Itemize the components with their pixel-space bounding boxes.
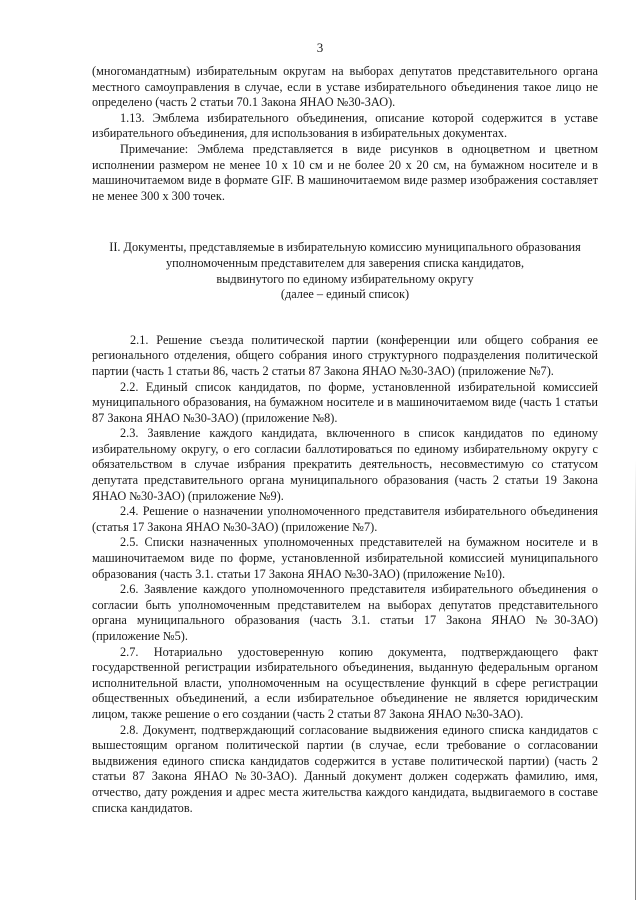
section-heading-line: выдвинутого по единому избирательному округу bbox=[216, 271, 474, 286]
section-heading-line: (далее – единый список) bbox=[280, 287, 410, 302]
intro-paragraph: Примечание: Эмблема представляется в виде рисунков в одноцветном и цветном исполнении размером не менее 10 x 10 см и не более 20 x 20 см, на бумажном носителе и в машиночитаемом виде в формате GIF. В машиночитаемом виде размер изображения составляет не менее 300 x 300 точек. bbox=[92, 141, 598, 203]
list-item: 2.4. Решение о назначении уполномоченного представителя избирательного объединения (статья 17 Закона ЯНАО №30-ЗАО) (приложение №7). bbox=[92, 504, 598, 534]
section-heading bbox=[92, 240, 598, 302]
intro-paragraph: 1.13. Эмблема избирательного объединения, описание которой содержится в уставе избирательного объединения, для использования в избирательных документах. bbox=[92, 110, 598, 141]
list-item: 2.8. Документ, подтверждающий согласование выдвижения единого списка кандидатов с вышестоящим органом политической партии (в случае, если требование о согласовании выдвижения единого списка кандидатов содержится в уставе политической партии) (часть 2 статьи 87 Закона ЯНАО №30-ЗАО). Данный документ должен содержать фамилию, имя, отчество, дату рождения и адрес места жительства каждого кандидата, выдвигаемого в составе списка кандидатов. bbox=[92, 722, 598, 815]
intro-section bbox=[92, 64, 598, 204]
document-body bbox=[92, 64, 598, 816]
section-heading-line: II. Документы, представляемые в избирательную комиссию муниципального образования bbox=[109, 240, 581, 255]
list-item: 2.1. Решение съезда политической партии (конференции или общего собрания ее регионального отделения, общего собрания иного структурного подразделения политической партии (часть 1 статьи 86, часть 2 статьи 87 Закона ЯНАО №30-ЗАО) (приложение №7). bbox=[92, 332, 598, 378]
list-item: 2.3. Заявление каждого кандидата, включенного в список кандидатов по единому избирательному округу, о его согласии баллотироваться по единому избирательному округу с обязательством в случае избрания прекратить деятельность, несовместимую со статусом депутата представительного органа муниципального образования (часть 2 статьи 19 Закона ЯНАО №30-ЗАО) (приложение №9). bbox=[92, 426, 598, 503]
intro-paragraph: (многомандатным) избирательным округам на выборах депутатов представительного органа местного самоуправления в случае, если в уставе избирательного объединения такое лицо не определено (часть 2 статьи 70.1 Закона ЯНАО №30-ЗАО). bbox=[92, 64, 598, 110]
page-number: 3 bbox=[316, 40, 324, 55]
document-list bbox=[92, 333, 598, 816]
scan-edge-line bbox=[635, 460, 636, 900]
section-heading-line: уполномоченным представителем для заверения списка кандидатов, bbox=[165, 255, 525, 270]
list-item: 2.2. Единый список кандидатов, по форме, установленной избирательной комиссией муниципального образования, на бумажном носителе и в машиночитаемом виде (часть 1 статьи 87 Закона ЯНАО №30-ЗАО) (приложение №8). bbox=[92, 379, 598, 425]
list-item: 2.5. Списки назначенных уполномоченных представителей на бумажном носителе и в машиночитаемом виде по форме, установленной избирательной комиссией муниципального образования (часть 3.1. статьи 17 Закона ЯНАО №30-ЗАО) (приложение №10). bbox=[92, 535, 598, 581]
list-item: 2.6. Заявление каждого уполномоченного представителя избирательного объединения о согласии быть уполномоченным представителем на выборах депутатов представительного органа муниципального образования (часть 3.1. статьи 17 Закона ЯНАО №30-ЗАО) (приложение №5). bbox=[92, 582, 598, 643]
list-item: 2.7. Нотариально удостоверенную копию документа, подтверждающего факт государственной регистрации избирательного объединения, выданную федеральным органом исполнительной власти, уполномоченным на осуществление функций в сфере регистрации общественных объединений, а если избирательное объединение не является юридическим лицом, также решение о его создании (часть 2 статьи 87 Закона ЯНАО №30-ЗАО). bbox=[92, 644, 598, 721]
